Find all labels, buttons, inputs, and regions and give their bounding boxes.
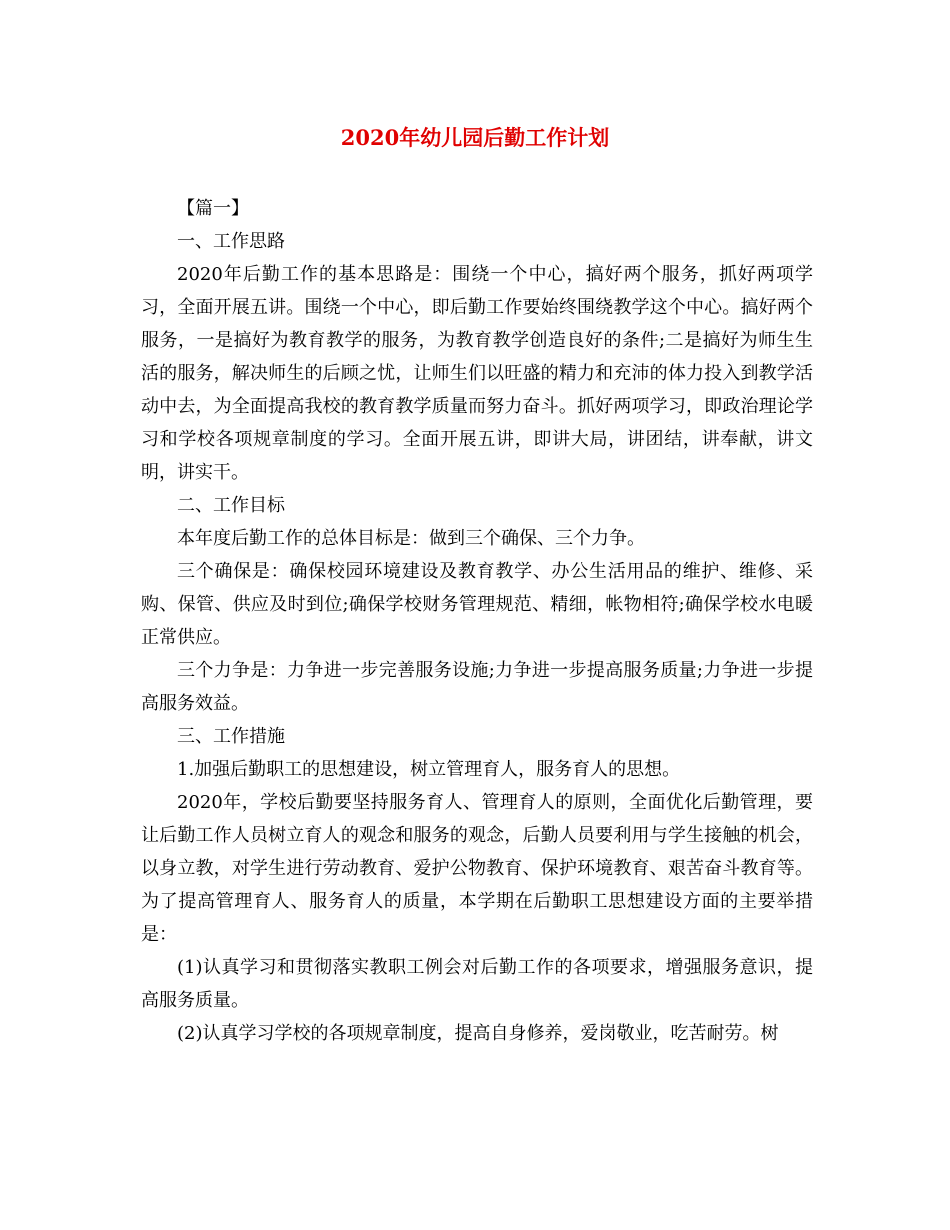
document-title: 2020年幼儿园后勤工作计划 (340, 125, 610, 150)
paragraph-measure-item-2: (2)认真学习学校的各项规章制度，提高自身修养，爱岗敬业，吃苦耐劳。树 (177, 1023, 779, 1044)
paragraph-measure-item-1: (1)认真学习和贯彻落实教职工例会对后勤工作的各项要求，增强服务意识，提高服务质量。 (141, 957, 813, 1011)
paragraph-measure-1-detail: 2020年，学校后勤要坚持服务育人、管理育人的原则，全面优化后勤管理，要让后勤工作人员树立育人的观念和服务的观念，后勤人员要利用与学生接触的机会，以身立教，对学生进行劳动教育、爱护公物教育、保护环境教育、艰苦奋斗教育等。为了提高管理育人、服务育人的质量，本学期在后勤职工思想建设方面的主要举措是： (141, 792, 813, 945)
heading-work-approach: 一、工作思路 (177, 231, 285, 252)
heading-work-goals: 二、工作目标 (177, 495, 285, 516)
paragraph-section-label: 【篇一】 (177, 198, 249, 219)
paragraph-work-approach: 2020年后勤工作的基本思路是：围绕一个中心，搞好两个服务，抓好两项学习，全面开展五讲。围绕一个中心，即后勤工作要始终围绕教学这个中心。搞好两个服务，一是搞好为教育教学的服务，为教育教学创造良好的条件;二是搞好为师生生活的服务，解决师生的后顾之忧，让师生们以旺盛的精力和充沛的体力投入到教学活动中去，为全面提高我校的教育教学质量而努力奋斗。抓好两项学习，即政治理论学习和学校各项规章制度的学习。全面开展五讲，即讲大局，讲团结，讲奉献，讲文明，讲实干。 (141, 264, 813, 483)
paragraph-measure-1: 1.加强后勤职工的思想建设，树立管理育人，服务育人的思想。 (177, 759, 681, 780)
document-body (141, 192, 813, 1050)
paragraph-three-strives: 三个力争是：力争进一步完善服务设施;力争进一步提高服务质量;力争进一步提高服务效益。 (141, 660, 813, 714)
heading-work-measures: 三、工作措施 (177, 726, 285, 747)
paragraph-overall-goal: 本年度后勤工作的总体目标是：做到三个确保、三个力争。 (177, 528, 645, 549)
paragraph-three-ensures: 三个确保是：确保校园环境建设及教育教学、办公生活用品的维护、维修、采购、保管、供应及时到位;确保学校财务管理规范、精细，帐物相符;确保学校水电暖正常供应。 (141, 561, 813, 648)
